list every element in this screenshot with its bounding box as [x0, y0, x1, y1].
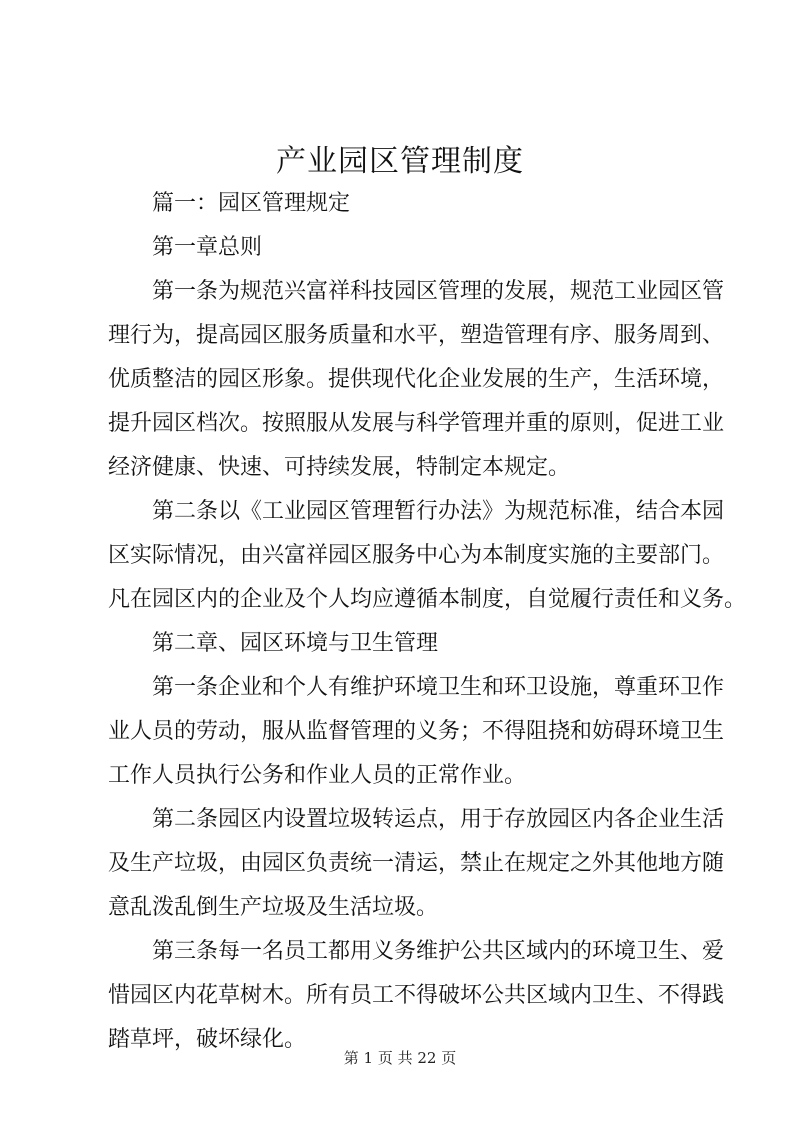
- paragraph-line: 第一条为规范兴富祥科技园区管理的发展，规范工业园区管: [152, 279, 725, 304]
- paragraph-line: 凡在园区内的企业及个人均应遵循本制度，自觉履行责任和义务。: [108, 587, 747, 612]
- paragraph-line: 理行为，提高园区服务质量和水平，塑造管理有序、服务周到、: [108, 323, 725, 348]
- paragraph-line: 优质整洁的园区形象。提供现代化企业发展的生产，生活环境，: [108, 367, 725, 392]
- paragraph-line: 区实际情况，由兴富祥园区服务中心为本制度实施的主要部门。: [108, 543, 725, 568]
- paragraph-line: 第二条园区内设置垃圾转运点，用于存放园区内各企业生活: [152, 807, 725, 832]
- paragraph-line: 第二条以《工业园区管理暂行办法》为规范标准，结合本园: [152, 499, 725, 524]
- paragraph-line: 惜园区内花草树木。所有员工不得破坏公共区域内卫生、不得践: [108, 983, 725, 1008]
- paragraph-line: 工作人员执行公务和作业人员的正常作业。: [108, 763, 527, 788]
- page-footer: 第 1 页 共 22 页: [343, 1049, 457, 1067]
- paragraph-line: 踏草坪，破坏绿化。: [108, 1027, 307, 1052]
- paragraph-line: 第一条企业和个人有维护环境卫生和环卫设施，尊重环卫作: [152, 675, 725, 700]
- paragraph-line: 经济健康、快速、可持续发展，特制定本规定。: [108, 455, 571, 480]
- paragraph-line: 及生产垃圾，由园区负责统一清运，禁止在规定之外其他地方随: [108, 851, 725, 876]
- section-heading: 篇一：园区管理规定: [152, 191, 351, 216]
- paragraph-line: 业人员的劳动，服从监督管理的义务；不得阻挠和妨碍环境卫生: [108, 719, 725, 744]
- document-title: 产业园区管理制度: [276, 144, 524, 179]
- chapter-heading: 第一章总则: [152, 235, 263, 260]
- paragraph-line: 第三条每一名员工都用义务维护公共区域内的环境卫生、爱: [152, 939, 725, 964]
- paragraph-line: 意乱泼乱倒生产垃圾及生活垃圾。: [108, 895, 439, 920]
- paragraph-line: 提升园区档次。按照服从发展与科学管理并重的原则，促进工业: [108, 411, 725, 436]
- document-body: [108, 182, 747, 1062]
- chapter-heading: 第二章、园区环境与卫生管理: [152, 631, 439, 656]
